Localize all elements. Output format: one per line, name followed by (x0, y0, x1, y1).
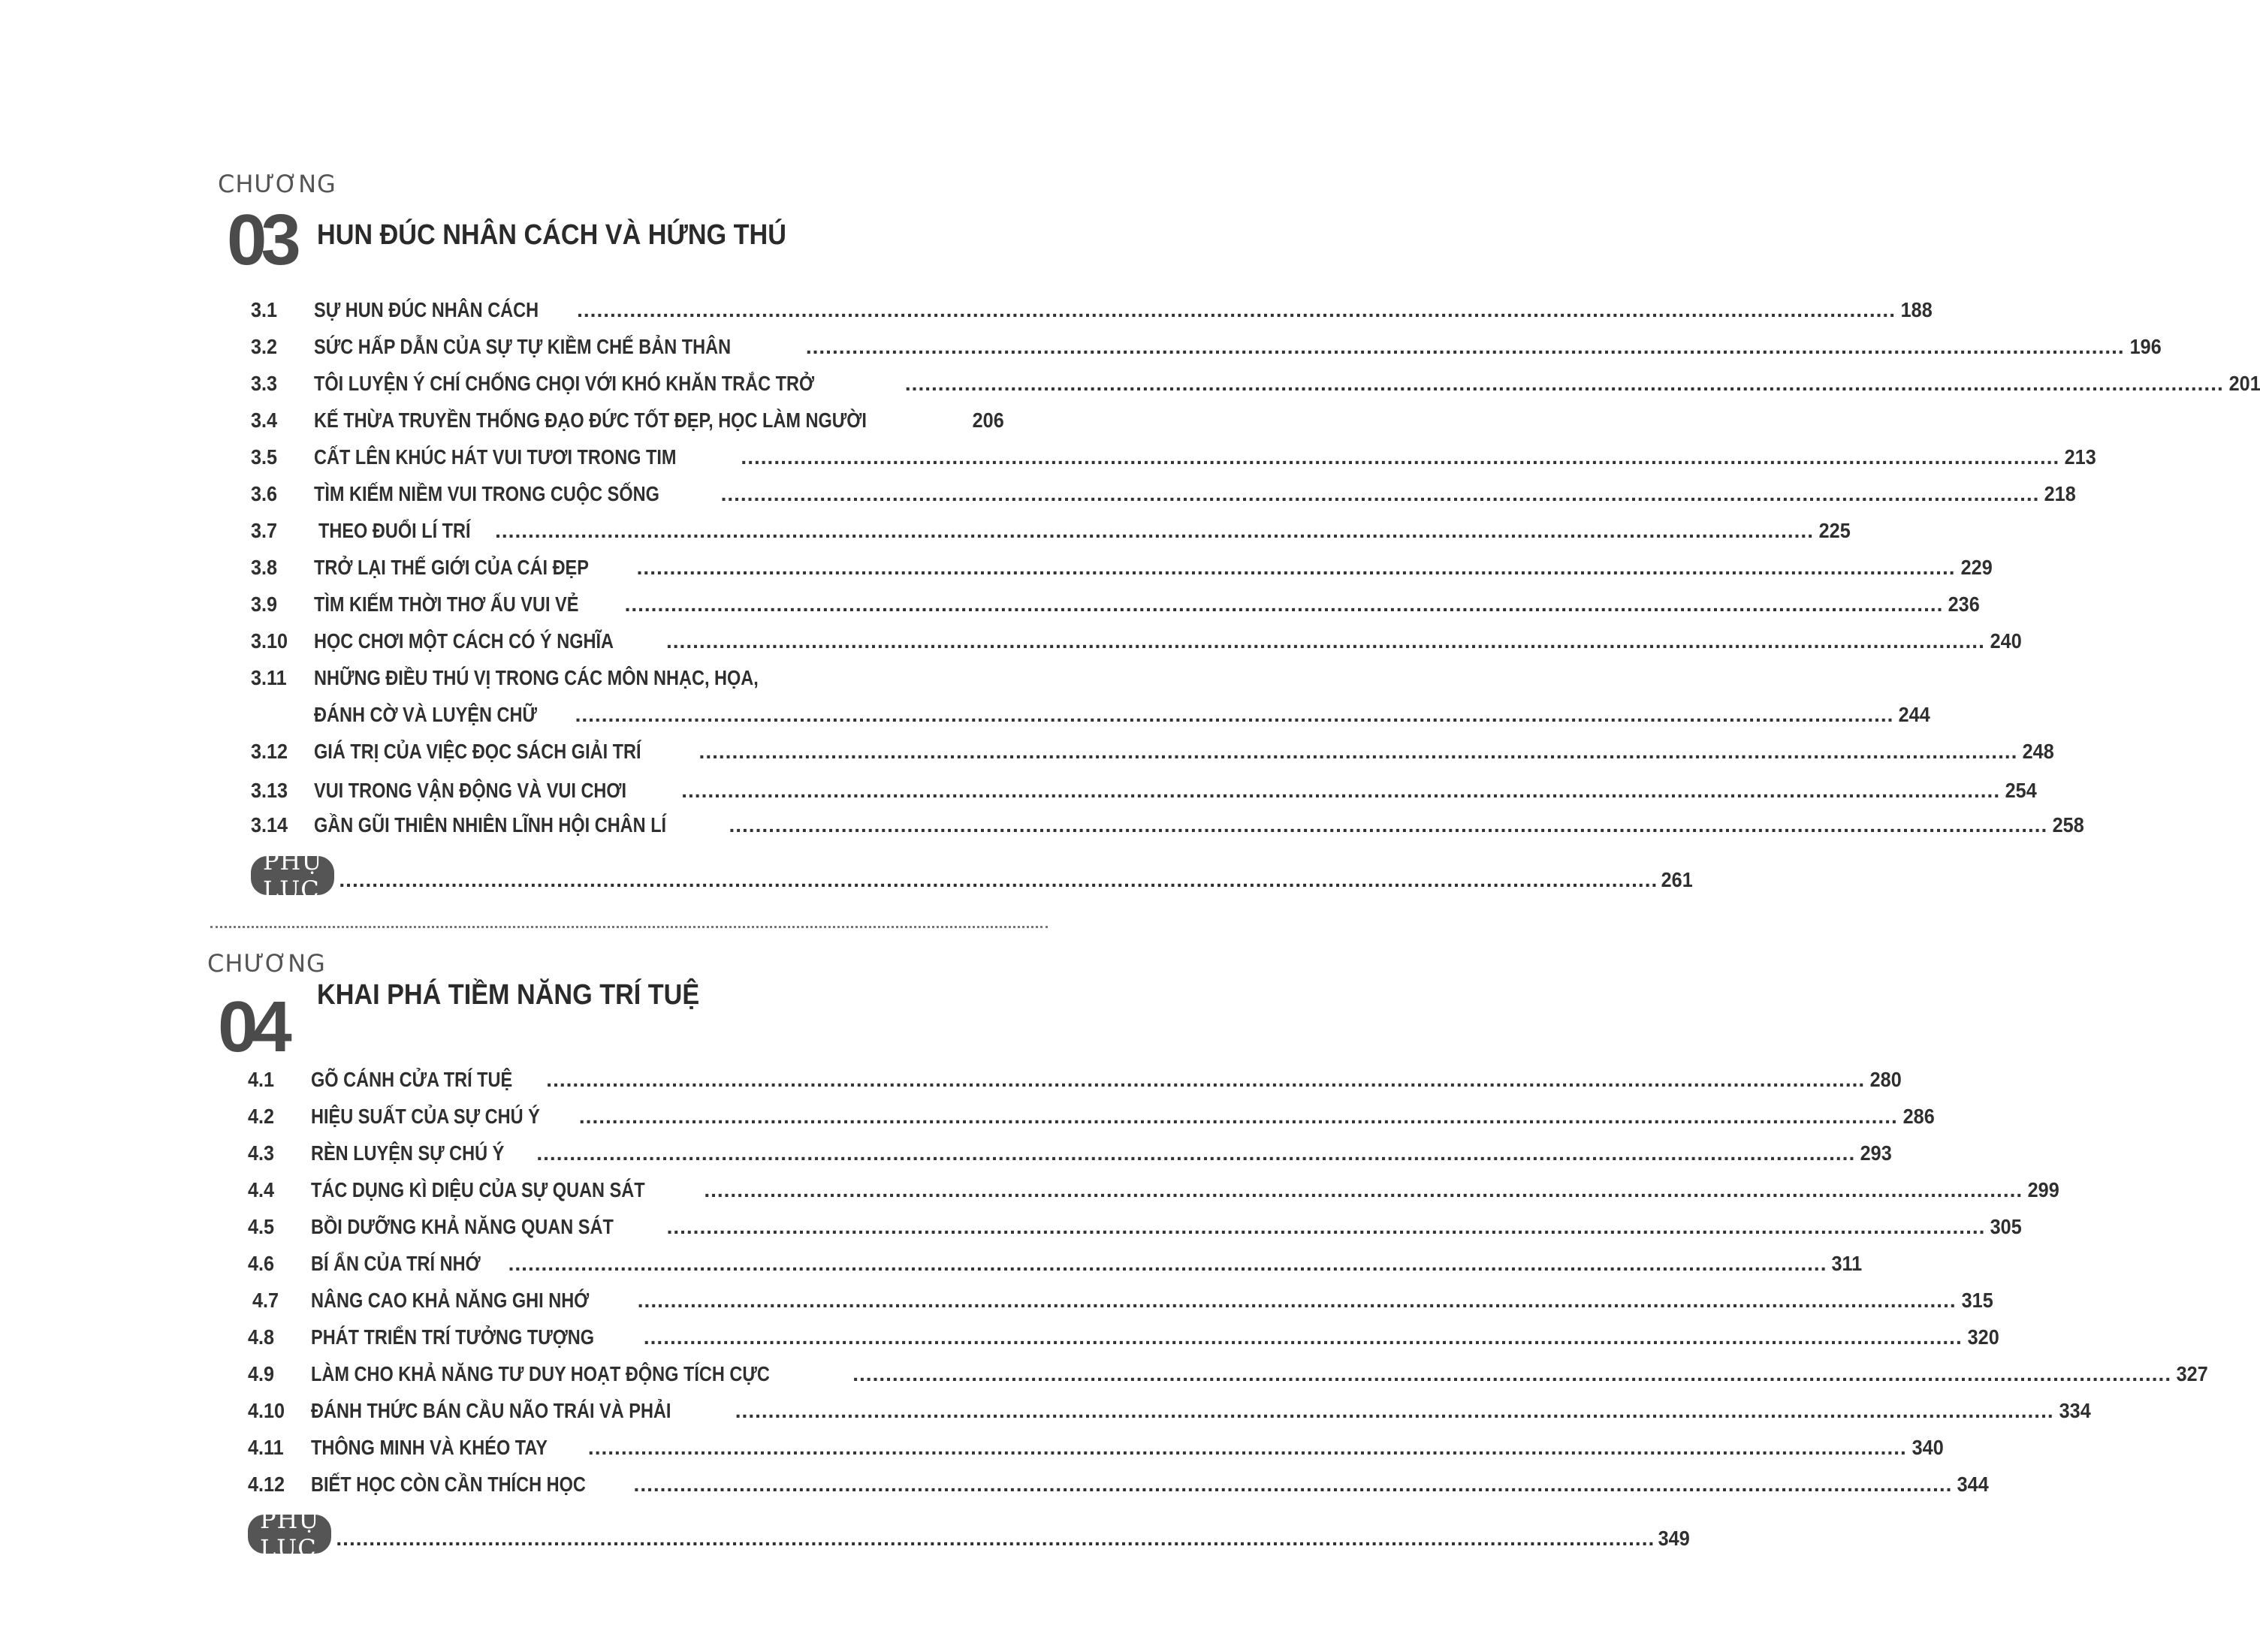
leader-dots (806, 332, 2125, 362)
entry-title: BỒI DƯỠNG KHẢ NĂNG QUAN SÁT (311, 1215, 614, 1238)
entry-title: KẾ THỪA TRUYỀN THỐNG ĐẠO ĐỨC TỐT ĐẸP, HỌC LÀM NGƯỜI (314, 408, 867, 432)
entry-number: 3.8 (251, 556, 278, 579)
entry-number: 4.7 (252, 1289, 279, 1312)
leader-dots (699, 737, 2018, 767)
entry-page: 327 (2176, 1362, 2208, 1385)
entry-page: 286 (1902, 1105, 1935, 1128)
entry-page: 196 (2129, 335, 2162, 358)
entry-title: GÕ CÁNH CỬA TRÍ TUỆ (311, 1068, 513, 1091)
leader-dots (681, 776, 2000, 806)
entry-title: BIẾT HỌC CÒN CẦN THÍCH HỌC (311, 1473, 586, 1496)
entry-number: 3.4 (251, 408, 278, 432)
entry-page: 188 (1900, 298, 1933, 321)
entry-number: 3.10 (251, 629, 288, 653)
entry-title: TÌM KIẾM NIỀM VUI TRONG CUỘC SỐNG (314, 482, 659, 505)
leader-dots (536, 1138, 1855, 1168)
toc-entry[interactable] (251, 516, 1851, 546)
toc-entry[interactable] (251, 810, 2085, 840)
toc-entry[interactable] (248, 1065, 1902, 1095)
entry-title: HỌC CHƠI MỘT CÁCH CÓ Ý NGHĨA (314, 629, 614, 653)
toc-entry[interactable] (251, 405, 1004, 436)
leader-dots (721, 479, 2040, 509)
entry-title: TÔI LUYỆN Ý CHÍ CHỐNG CHỌI VỚI KHÓ KHĂN TRẮC TRỞ (314, 372, 815, 395)
entry-title: TRỞ LẠI THẾ GIỚI CỦA CÁI ĐẸP (314, 556, 589, 579)
entry-number: 4.9 (248, 1362, 275, 1385)
entry-number: 4.3 (248, 1141, 275, 1165)
chapter-label: CHƯƠNG (218, 170, 336, 198)
entry-title: HIỆU SUẤT CỦA SỰ CHÚ Ý (311, 1105, 540, 1128)
entry-title: TÁC DỤNG KÌ DIỆU CỦA SỰ QUAN SÁT (311, 1178, 645, 1201)
entry-number: 3.12 (251, 740, 288, 763)
entry-page: 248 (2023, 740, 2055, 763)
entry-number: 3.6 (251, 482, 278, 505)
entry-page: 213 (2064, 445, 2096, 469)
toc-entry[interactable] (251, 369, 2260, 399)
entry-page: 206 (972, 408, 1004, 432)
leader-dots (729, 810, 2047, 840)
toc-entry[interactable] (248, 1433, 1944, 1463)
section-divider (210, 926, 1048, 928)
entry-title-line-1: NHỮNG ĐIỀU THÚ VỊ TRONG CÁC MÔN NHẠC, HỌA, (314, 666, 759, 689)
entry-page: 240 (1990, 629, 2022, 653)
entry-page: 305 (1990, 1215, 2023, 1238)
leader-dots (704, 1175, 2023, 1205)
entry-number: 3.7 (251, 519, 278, 542)
entry-title: CẤT LÊN KHÚC HÁT VUI TƯƠI TRONG TIM (314, 445, 677, 469)
toc-entry[interactable] (251, 479, 2077, 509)
entry-page: 229 (1960, 556, 1993, 579)
entry-number: 4.2 (248, 1105, 275, 1128)
entry-title: TÌM KIẾM THỜI THƠ ẤU VUI VẺ (314, 592, 579, 616)
entry-page: 236 (1948, 592, 1981, 616)
entry-title: ĐÁNH THỨC BÁN CẦU NÃO TRÁI VÀ PHẢI (311, 1399, 671, 1422)
chapter-title: KHAI PHÁ TIỀM NĂNG TRÍ TUỆ (317, 979, 700, 1011)
entry-page: 254 (2005, 779, 2037, 802)
entry-page: 225 (1818, 519, 1851, 542)
toc-entry[interactable] (248, 1212, 2023, 1242)
chapter-title: HUN ĐÚC NHÂN CÁCH VÀ HỨNG THÚ (317, 219, 786, 251)
leader-dots (575, 700, 1894, 730)
entry-number: 4.11 (248, 1436, 284, 1459)
toc-entry[interactable] (251, 332, 2162, 362)
entry-number: 4.1 (248, 1068, 275, 1091)
entry-title: SỰ HUN ĐÚC NHÂN CÁCH (314, 298, 539, 321)
leader-dots (508, 1249, 1827, 1279)
toc-entry[interactable] (251, 553, 1993, 583)
entry-page: 201 (2228, 372, 2260, 395)
leader-dots (666, 626, 1985, 656)
entry-title: RÈN LUYỆN SỰ CHÚ Ý (311, 1141, 505, 1165)
entry-number: 3.2 (251, 335, 278, 358)
toc-entry[interactable] (248, 1396, 2091, 1426)
entry-page: 258 (2052, 813, 2085, 837)
entry-title: THÔNG MINH VÀ KHÉO TAY (311, 1436, 548, 1459)
toc-entry[interactable] (248, 1102, 1935, 1132)
entry-number: 4.12 (248, 1473, 285, 1496)
appendix-badge: PHỤ LỤC (251, 856, 334, 895)
leader-dots (546, 1065, 1865, 1095)
entry-page: 334 (2059, 1399, 2091, 1422)
entry-number: 4.4 (248, 1178, 275, 1201)
entry-title: BÍ ẨN CỦA TRÍ NHỚ (311, 1252, 481, 1275)
entry-number: 3.14 (251, 813, 288, 837)
entry-page: 299 (2027, 1178, 2059, 1201)
entry-number: 4.5 (248, 1215, 275, 1238)
toc-entry[interactable] (248, 1322, 1999, 1352)
entry-title: THEO ĐUỔI LÍ TRÍ (318, 519, 471, 542)
leader-dots (625, 589, 1944, 620)
leader-dots (577, 295, 1896, 325)
entry-page: 261 (1661, 868, 1693, 891)
entry-number: 3.3 (251, 372, 278, 395)
leader-dots (905, 369, 2224, 399)
leader-dots (588, 1433, 1907, 1463)
entry-title-line-2: ĐÁNH CỜ VÀ LUYỆN CHỮ (314, 703, 538, 726)
entry-page: 311 (1832, 1252, 1863, 1275)
entry-title: VUI TRONG VẬN ĐỘNG VÀ VUI CHƠI (314, 779, 627, 802)
entry-page: 293 (1860, 1141, 1892, 1165)
chapter-number: 03 (227, 200, 295, 280)
leader-dots (644, 1322, 1963, 1352)
toc-entry[interactable] (251, 295, 1933, 325)
chapter-label: CHƯƠNG (207, 949, 326, 978)
entry-page: 315 (1961, 1289, 1993, 1312)
leader-dots (637, 553, 1956, 583)
entry-title: PHÁT TRIỂN TRÍ TƯỞNG TƯỢNG (311, 1325, 595, 1349)
toc-entry[interactable] (251, 442, 2096, 472)
leader-dots (735, 1396, 2054, 1426)
chapter-number: 04 (218, 987, 286, 1067)
entry-page: 344 (1957, 1473, 1990, 1496)
entry-title: NÂNG CAO KHẢ NĂNG GHI NHỚ (311, 1289, 590, 1312)
appendix-entry[interactable] (248, 1506, 1690, 1563)
toc-entry[interactable] (251, 663, 964, 693)
appendix-badge: PHỤ LỤC (248, 1515, 331, 1554)
toc-entry[interactable] (248, 1470, 1990, 1500)
entry-number: 3.5 (251, 445, 278, 469)
entry-number: 3.1 (251, 298, 278, 321)
toc-entry[interactable] (251, 589, 1981, 620)
leader-dots (852, 1359, 2171, 1389)
leader-dots (741, 442, 2059, 472)
entry-title: SỨC HẤP DẪN CỦA SỰ TỰ KIỀM CHẾ BẢN THÂN (314, 335, 732, 358)
entry-number: 4.8 (248, 1325, 275, 1349)
leader-dots (339, 865, 1658, 895)
toc-entry[interactable] (251, 737, 2055, 767)
toc-entry[interactable] (251, 776, 2037, 806)
leader-dots (638, 1286, 1957, 1316)
toc-entry[interactable] (248, 1249, 1863, 1279)
entry-title: GẦN GŨI THIÊN NHIÊN LĨNH HỘI CHÂN LÍ (314, 813, 667, 837)
leader-dots (634, 1470, 1953, 1500)
leader-dots (579, 1102, 1898, 1132)
toc-entry[interactable] (248, 1138, 1892, 1168)
entry-number: 4.10 (248, 1399, 285, 1422)
entry-page: 320 (1967, 1325, 1999, 1349)
appendix-entry[interactable] (251, 847, 1693, 904)
toc-entry[interactable] (248, 1175, 2059, 1205)
entry-page: 244 (1899, 703, 1931, 726)
toc-entry[interactable] (251, 626, 2022, 656)
toc-entry[interactable] (252, 1286, 1993, 1316)
entry-number: 3.11 (251, 666, 287, 689)
entry-title: GIÁ TRỊ CỦA VIỆC ĐỌC SÁCH GIẢI TRÍ (314, 740, 641, 763)
entry-page: 218 (2044, 482, 2077, 505)
entry-number: 3.9 (251, 592, 278, 616)
leader-dots (667, 1212, 1986, 1242)
leader-dots (336, 1524, 1655, 1554)
entry-page: 340 (1911, 1436, 1944, 1459)
entry-title: LÀM CHO KHẢ NĂNG TƯ DUY HOẠT ĐỘNG TÍCH CỰC (311, 1362, 770, 1385)
entry-page: 280 (1869, 1068, 1902, 1091)
toc-entry-continuation[interactable] (251, 700, 1931, 730)
toc-entry[interactable] (248, 1359, 2208, 1389)
entry-page: 349 (1658, 1527, 1690, 1550)
entry-number: 4.6 (248, 1252, 275, 1275)
entry-number: 3.13 (251, 779, 288, 802)
leader-dots (495, 516, 1814, 546)
